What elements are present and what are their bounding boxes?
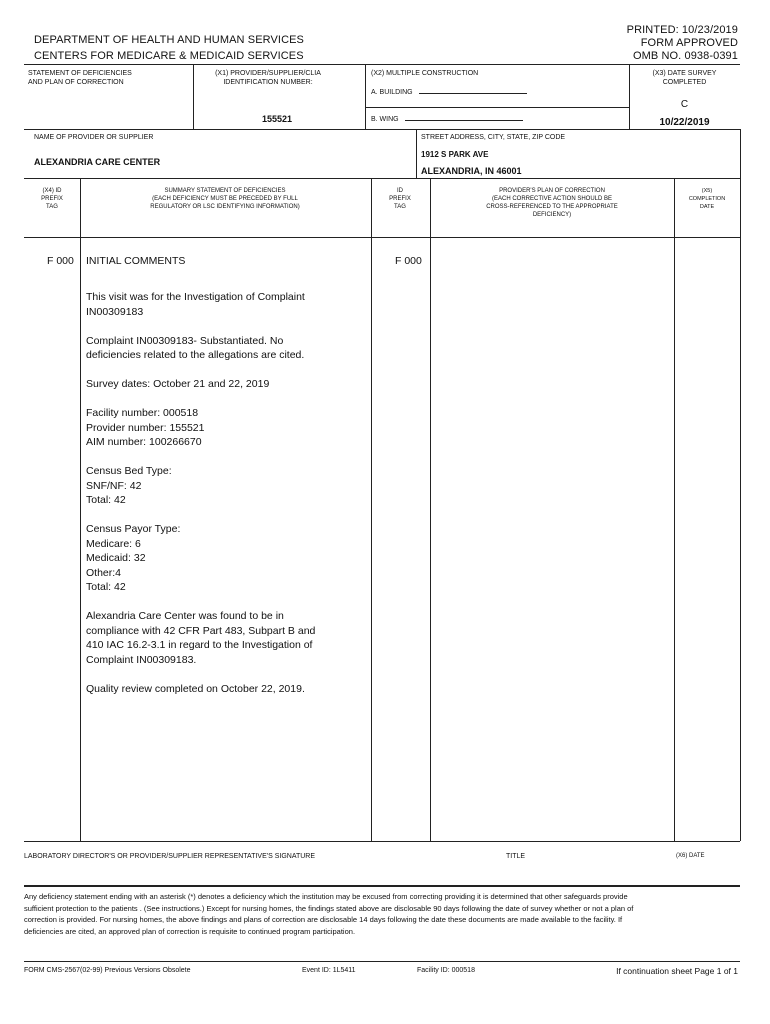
paragraph: Facility number: 000518 Provider number: 155521 AIM number: 100266670	[86, 407, 205, 448]
address-label: STREET ADDRESS, CITY, STATE, ZIP CODE	[421, 134, 566, 141]
date-label: (X6) DATE	[676, 853, 705, 859]
survey-code: C	[680, 99, 689, 110]
city-state-zip: ALEXANDRIA, IN 46001	[421, 166, 522, 176]
provider-name: ALEXANDRIA CARE CENTER	[34, 157, 161, 167]
id-column-header: ID PREFIX TAG	[389, 188, 411, 210]
survey-completed-date: 10/22/2019	[659, 117, 710, 128]
x5-column-header: (X5) COMPLETION DATE	[688, 188, 726, 210]
form-approved: FORM APPROVED	[640, 37, 738, 49]
statement-label: STATEMENT OF DEFICIENCIES AND PLAN OF CORRECTION	[28, 70, 132, 86]
paragraph: Survey dates: October 21 and 22, 2019	[86, 378, 270, 390]
paragraph: Quality review completed on October 22, 2019.	[86, 682, 305, 695]
paragraph: Census Payor Type: Medicare: 6 Medicaid: 32 Other:4 Total: 42	[86, 523, 181, 593]
id-prefix-tag: F 000	[395, 255, 422, 267]
x3-label: (X3) DATE SURVEY COMPLETED	[652, 70, 717, 86]
provider-number: 155521	[262, 114, 293, 124]
street-address: 1912 S PARK AVE	[421, 150, 489, 159]
entry-title: INITIAL COMMENTS	[86, 255, 186, 267]
deficiency-tag: F 000	[47, 255, 74, 267]
paragraph: Alexandria Care Center was found to be in compliance with 42 CFR Part 483, Subpart B and 410 IAC 16.2-3.1 in regard to the Investigation of Complaint IN00309183.	[86, 610, 316, 666]
paragraph: This visit was for the Investigation of Complaint IN00309183	[86, 291, 305, 318]
provider-name-label: NAME OF PROVIDER OR SUPPLIER	[34, 134, 154, 141]
building-blank	[419, 86, 527, 94]
title-label: TITLE	[506, 853, 526, 860]
agency-name: CENTERS FOR MEDICARE & MEDICAID SERVICES	[34, 50, 304, 62]
omb-number: OMB NO. 0938-0391	[632, 50, 738, 62]
plan-column-header: PROVIDER'S PLAN OF CORRECTION (EACH CORRECTIVE ACTION SHOULD BE CROSS-REFERENCED TO THE APPROPRIATE DEFICIENCY)	[486, 188, 618, 218]
facility-id: Facility ID: 000518	[417, 967, 475, 974]
disclaimer-text: Any deficiency statement ending with an asterisk (*) denotes a deficiency which the institution may be excused from correcting providing it is determined that other safeguards provide sufficient protection to the patients . (See instructions.) Except for nursing homes, the findings stated above are disclosable 90 days following the date of survey whether or not a plan of correction is provided. For nursing homes, the above findings and plans of correction are disclosable 14 days following the date these documents are made available to the facility. If deficiencies are cited, an approved plan of correction is requisite to continued program participation.	[24, 892, 634, 936]
wing-label: B. WING	[371, 116, 399, 123]
signature-label: LABORATORY DIRECTOR'S OR PROVIDER/SUPPLIER REPRESENTATIVE'S SIGNATURE	[24, 853, 316, 860]
paragraph: Census Bed Type: SNF/NF: 42 Total: 42	[86, 465, 172, 506]
x4-column-header: (X4) ID PREFIX TAG	[41, 188, 63, 210]
building-field	[371, 86, 527, 97]
building-label: A. BUILDING	[371, 89, 413, 96]
page-number: If continuation sheet Page 1 of 1	[616, 966, 738, 976]
x1-label: (X1) PROVIDER/SUPPLIER/CLIA IDENTIFICATION NUMBER:	[215, 70, 321, 86]
wing-blank	[405, 113, 523, 121]
wing-field	[371, 113, 523, 124]
x2-label: (X2) MULTIPLE CONSTRUCTION	[371, 70, 479, 77]
form-number: FORM CMS-2567(02-99) Previous Versions Obsolete	[24, 967, 191, 974]
event-id: Event ID: 1L5411	[302, 967, 356, 974]
printed-date: PRINTED: 10/23/2019	[626, 24, 738, 36]
department-name: DEPARTMENT OF HEALTH AND HUMAN SERVICES	[34, 34, 304, 46]
paragraph: Complaint IN00309183- Substantiated. No deficiencies related to the allegations are cited.	[86, 334, 305, 361]
entry-body	[86, 290, 368, 711]
summary-column-header: SUMMARY STATEMENT OF DEFICIENCIES (EACH DEFICIENCY MUST BE PRECEDED BY FULL REGULATORY OR LSC IDENTIFYING INFORMATION)	[150, 188, 300, 210]
